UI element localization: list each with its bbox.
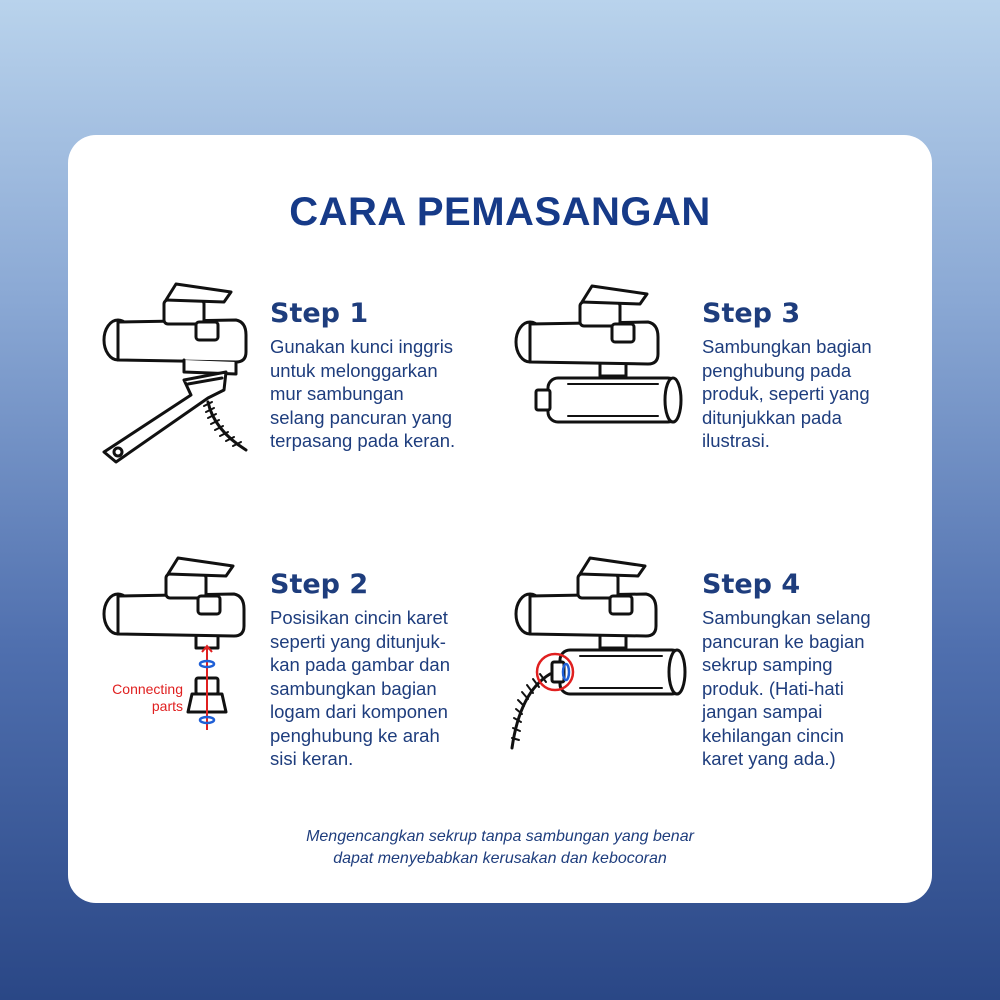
- step-1-title: Step 1: [270, 298, 369, 329]
- step-4-title: Step 4: [702, 569, 801, 600]
- step-2-text: Posisikan cincin karet seperti yang ditunjuk- kan pada gambar dan sambungkan bagian logam dari komponen penghubung ke arah sisi keran.: [270, 607, 450, 769]
- step-4-text: Sambungkan selang pancuran ke bagian sekrup samping produk. (Hati-hati jangan sampai kehilangan cincin karet yang ada.): [702, 607, 871, 769]
- step-2-title: Step 2: [270, 569, 369, 600]
- step3-illustration: [508, 280, 688, 440]
- instruction-card: [68, 135, 932, 903]
- step-1: [270, 298, 455, 453]
- warning-note: [0, 826, 1000, 870]
- step-3-title: Step 3: [702, 298, 801, 329]
- step-4: [702, 569, 871, 771]
- step-3: [702, 298, 872, 453]
- warning-note-line-1: Mengencangkan sekrup tanpa sambungan yang benar: [306, 828, 694, 845]
- step-3-text: Sambungkan bagian penghubung pada produk, seperti yang ditunjukkan pada ilustrasi.: [702, 336, 872, 451]
- step4-illustration: [500, 552, 690, 752]
- warning-note-line-2: dapat menyebabkan kerusakan dan kebocoran: [333, 850, 667, 867]
- step-1-text: Gunakan kunci inggris untuk melonggarkan mur sambungan selang pancuran yang terpasang pada keran.: [270, 336, 456, 451]
- step-2: [270, 569, 450, 771]
- page-title: CARA PEMASANGAN: [289, 190, 711, 234]
- connecting-parts-label: Connecting parts: [112, 681, 183, 714]
- step1-illustration: [96, 280, 266, 470]
